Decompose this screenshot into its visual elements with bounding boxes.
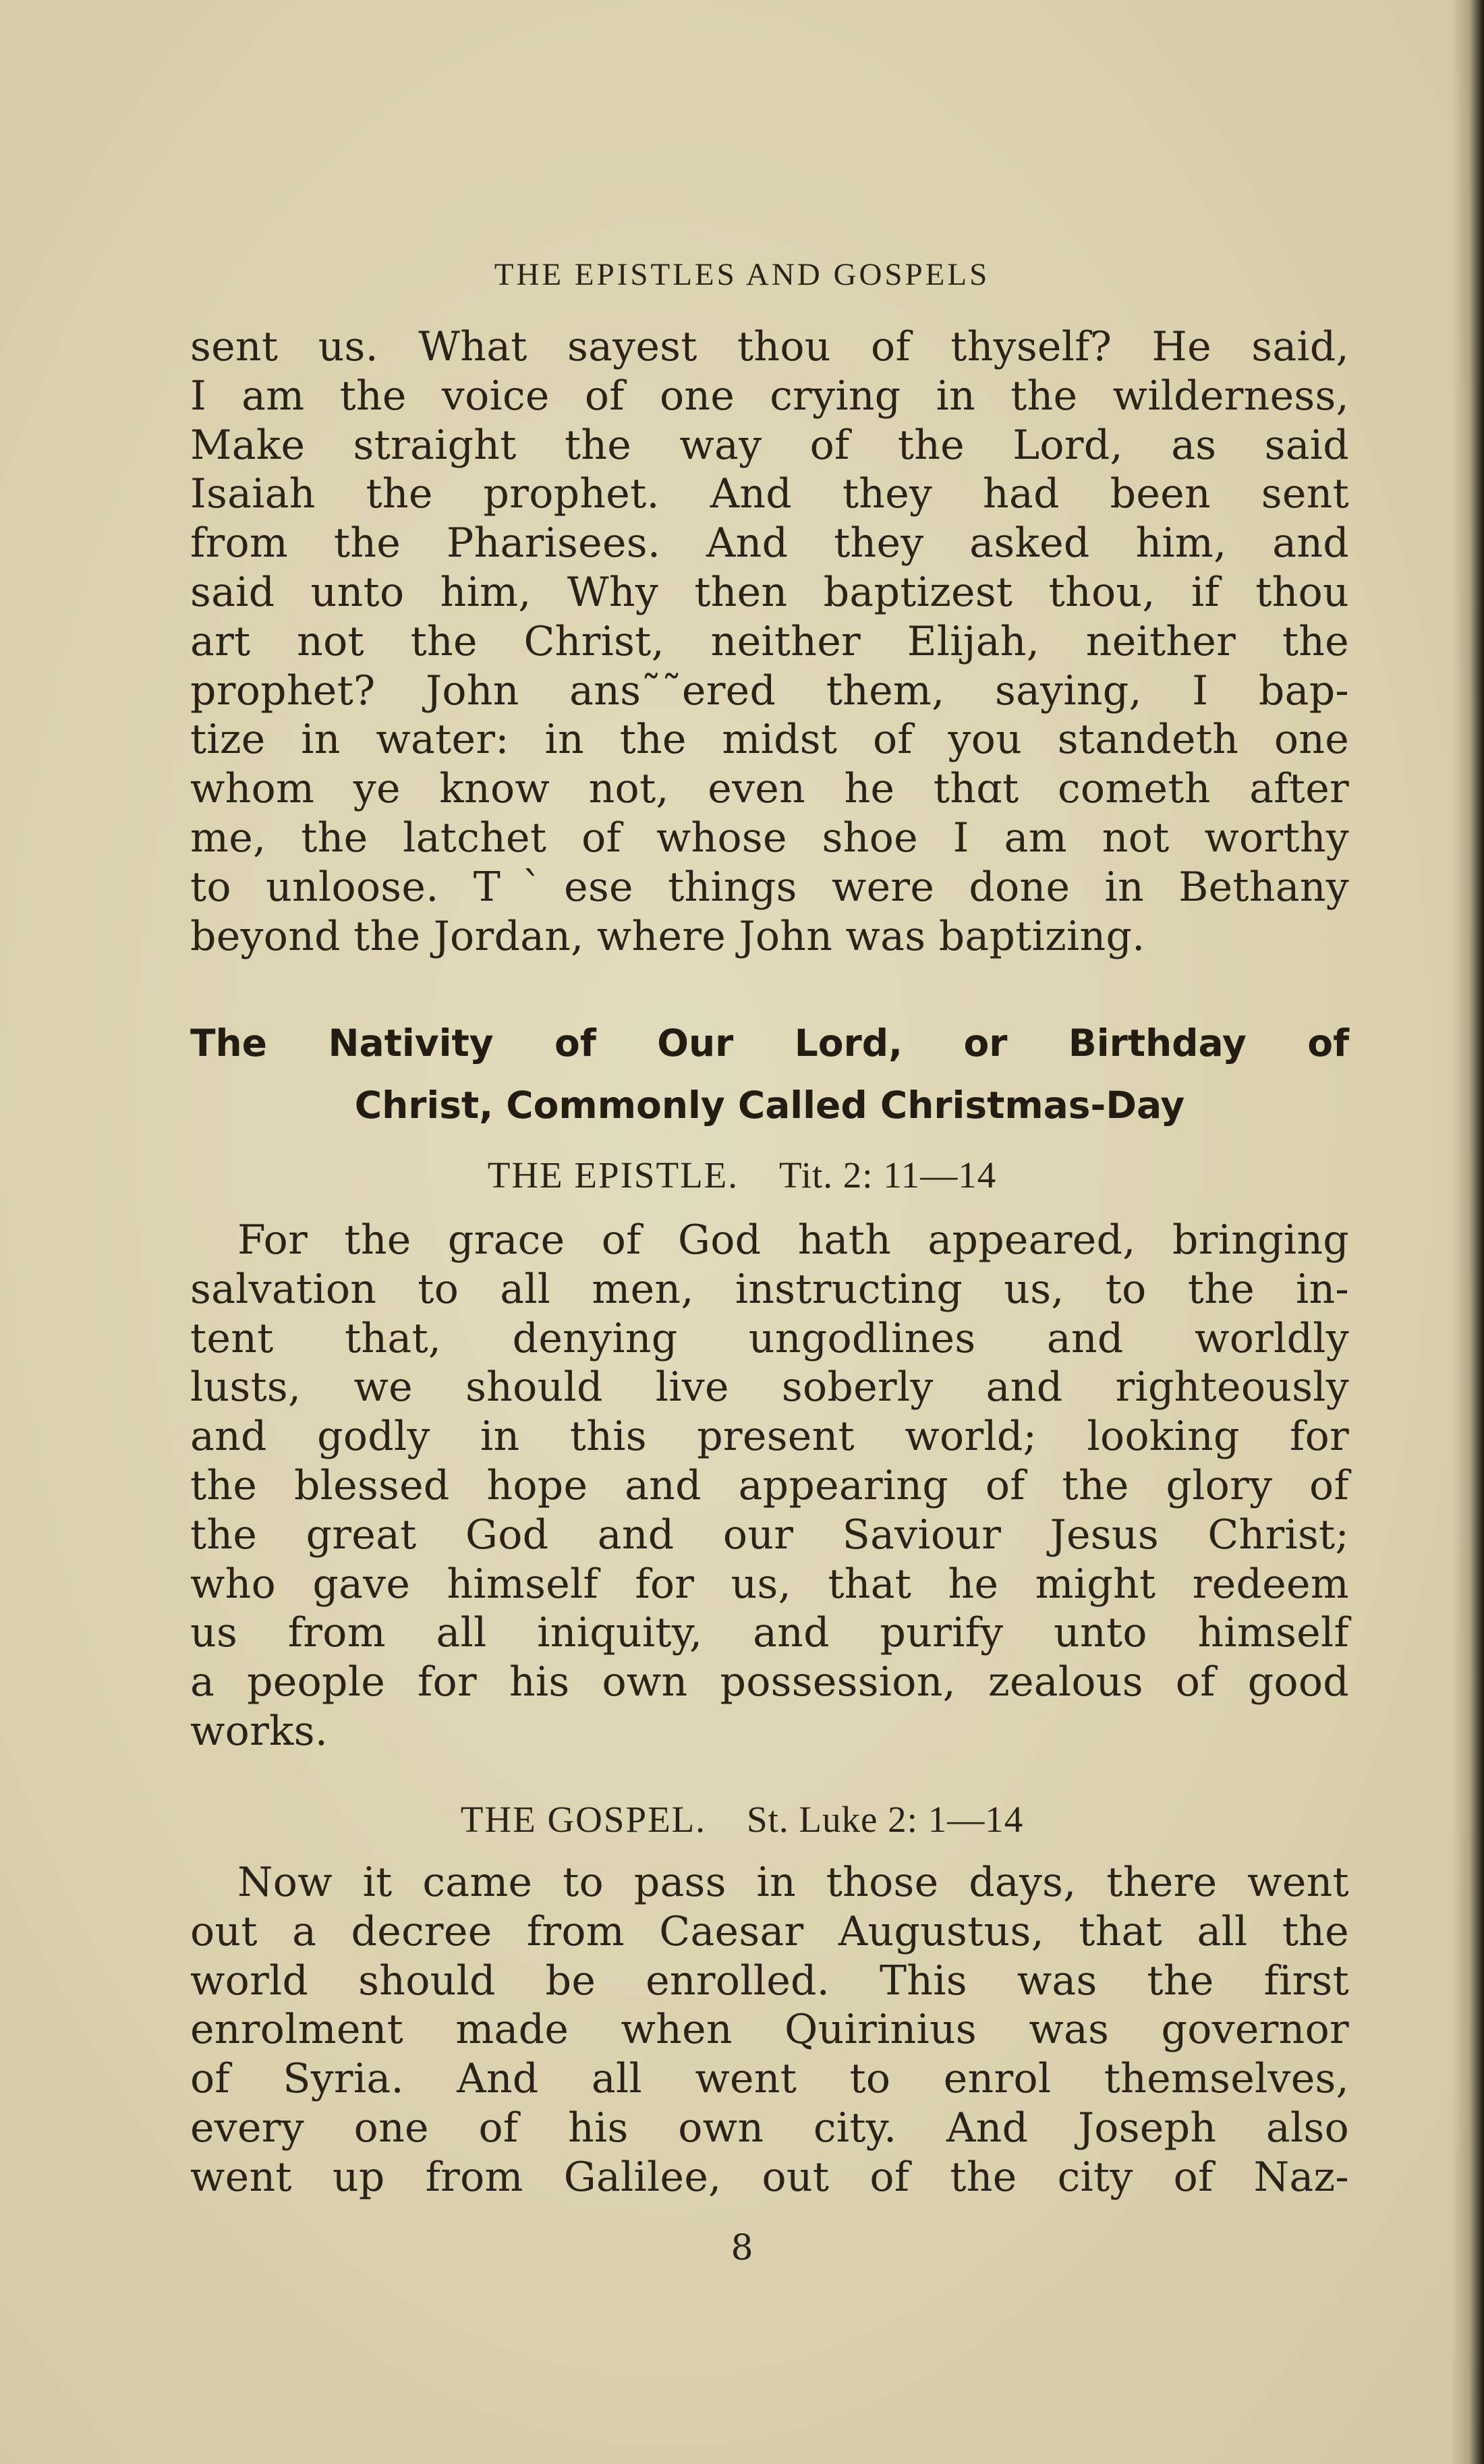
gospel-passage <box>190 1858 1349 2202</box>
text-line: prophet? John ans˜˜ered them, saying, I bap- <box>190 667 1349 715</box>
text-line: salvation to all men, instructing us, to the in- <box>190 1265 1349 1313</box>
text-line: the blessed hope and appearing of the glory of <box>190 1461 1349 1509</box>
text-line: beyond the Jordan, where John was baptizing. <box>190 912 1145 960</box>
text-line: me, the latchet of whose shoe I am not worthy <box>190 814 1349 862</box>
text-line: lusts, we should live soberly and righteously <box>190 1364 1349 1411</box>
text-line: world should be enrolled. This was the first <box>190 1957 1349 2005</box>
text-line: the great God and our Saviour Jesus Christ; <box>190 1511 1349 1559</box>
text-line: enrolment made when Quirinius was governor <box>190 2006 1349 2054</box>
section-title-line-2: Christ, Commonly Called Christmas-Day <box>354 1084 1185 1127</box>
opening-paragraph <box>190 323 1349 961</box>
epistle-passage <box>190 1216 1349 1756</box>
text-line: a people for his own possession, zealous of good <box>190 1658 1349 1706</box>
gospel-reference: St. Luke 2: 1—14 <box>747 1799 1024 1840</box>
text-line: Isaiah the prophet. And they had been sent <box>190 470 1349 518</box>
epistle-label: THE EPISTLE. <box>487 1154 739 1196</box>
text-line: works. <box>190 1707 329 1755</box>
section-title-line-1: The Nativity of Our Lord, or Birthday of <box>190 1021 1349 1065</box>
text-line: and godly in this present world; looking for <box>190 1413 1349 1461</box>
text-line: who gave himself for us, that he might redeem <box>190 1560 1349 1608</box>
opening-passage <box>190 323 1349 961</box>
text-line: from the Pharisees. And they asked him, and <box>190 520 1349 567</box>
text-line: sent us. What sayest thou of thyself? He said, <box>190 323 1349 370</box>
text-line: I am the voice of one crying in the wilderness, <box>190 372 1349 420</box>
text-line: to unloose. Tˋese things were done in Bethany <box>190 863 1349 911</box>
page-edge-shadow <box>1452 0 1484 2464</box>
text-line: Now it came to pass in those days, there went <box>237 1859 1349 1906</box>
gospel-paragraph <box>190 1858 1349 2202</box>
text-line: art not the Christ, neither Elijah, neither the <box>190 617 1349 665</box>
page-number: 8 <box>731 2228 753 2268</box>
text-line: went up from Galilee, out of the city of Naz- <box>190 2153 1349 2201</box>
epistle-heading <box>0 1154 1484 1196</box>
text-line: every one of his own city. And Joseph also <box>190 2104 1349 2152</box>
epistle-reference: Tit. 2: 11—14 <box>779 1154 997 1196</box>
gospel-heading <box>0 1798 1484 1841</box>
text-line: Make straight the way of the Lord, as said <box>190 421 1349 469</box>
text-line: whom ye know not, even he thɑt cometh after <box>190 765 1349 813</box>
text-line: out a decree from Caesar Augustus, that all the <box>190 1907 1349 1955</box>
text-line: tent that, denying ungodlines and worldly <box>190 1314 1349 1362</box>
running-head: THE EPISTLES AND GOSPELS <box>494 257 990 292</box>
text-line: of Syria. And all went to enrol themselves, <box>190 2055 1349 2103</box>
gospel-label: THE GOSPEL. <box>460 1799 707 1840</box>
text-line: tize in water: in the midst of you standeth one <box>190 716 1349 764</box>
section-heading <box>190 1012 1349 1136</box>
epistle-paragraph <box>190 1216 1349 1756</box>
text-line: For the grace of God hath appeared, bringing <box>237 1216 1349 1264</box>
text-line: us from all iniquity, and purify unto himself <box>190 1609 1349 1657</box>
text-line: said unto him, Why then baptizest thou, if thou <box>190 568 1349 616</box>
